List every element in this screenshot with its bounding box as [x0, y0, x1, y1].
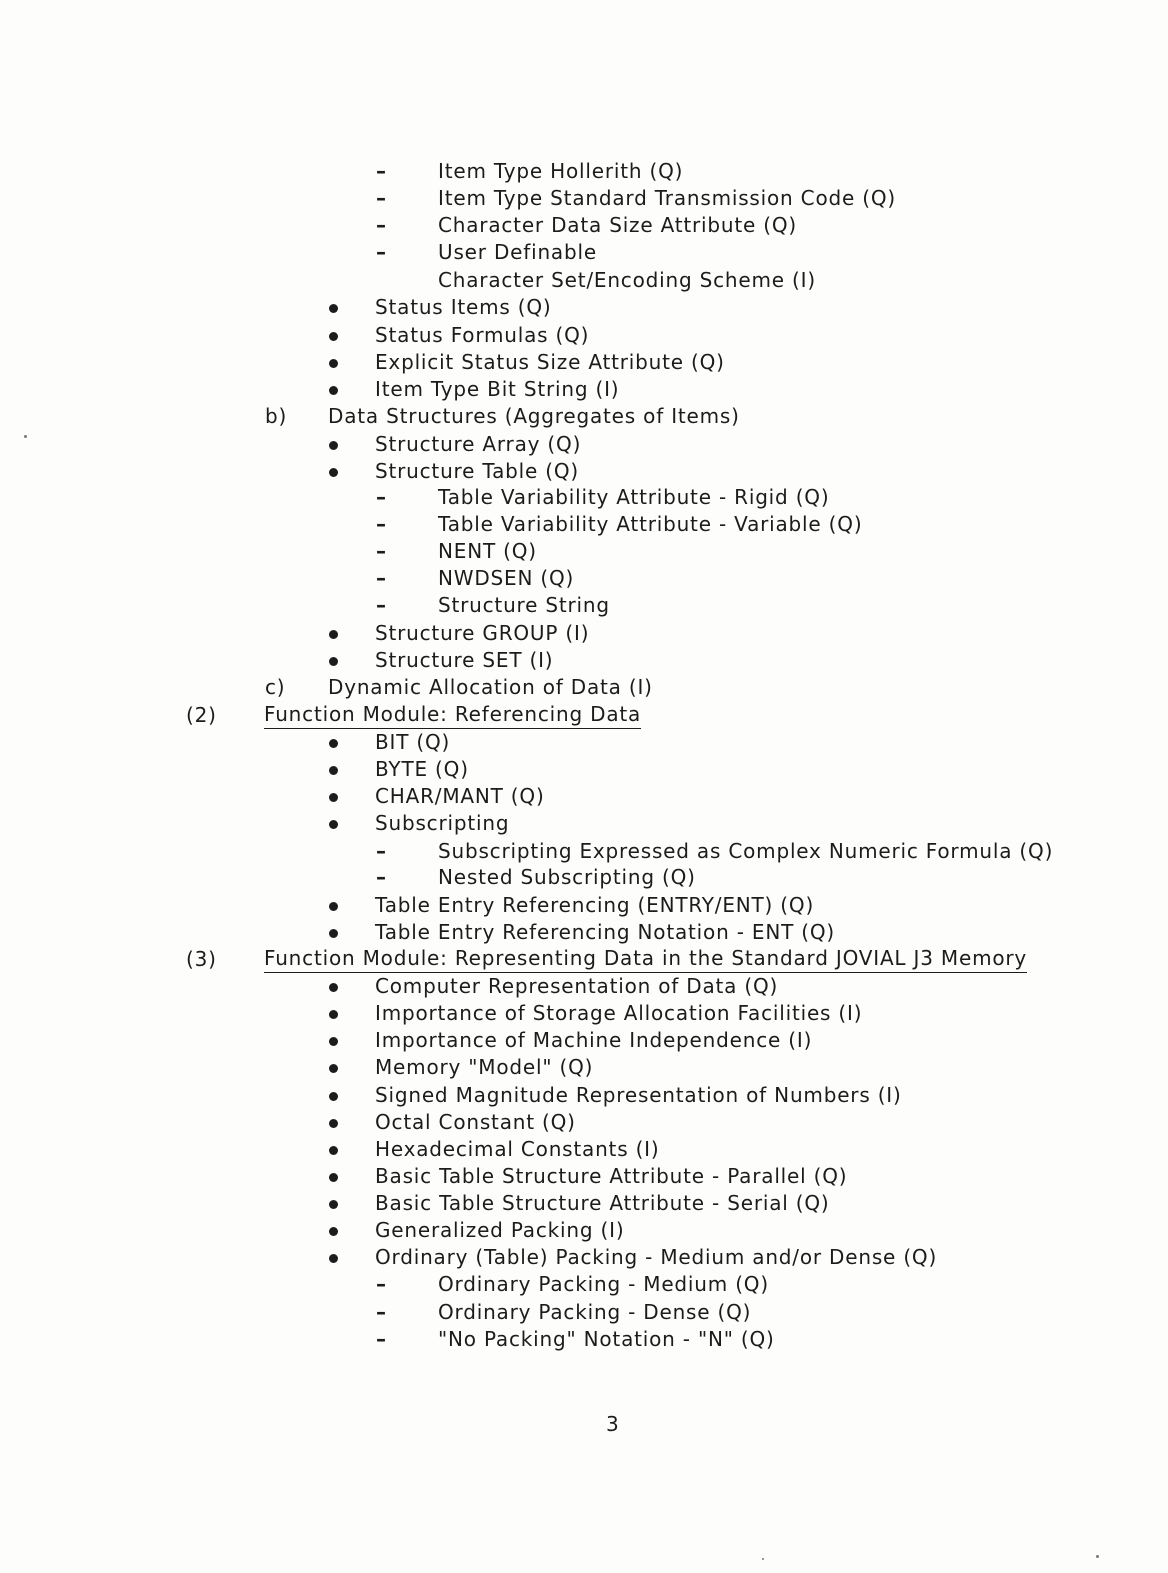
bullet-icon — [329, 902, 338, 911]
line-text: CHAR/MANT (Q) — [375, 784, 545, 808]
bullet-icon — [329, 1092, 338, 1101]
line-text: Item Type Standard Transmission Code (Q) — [438, 186, 896, 210]
line-text: Importance of Storage Allocation Facilities (I) — [375, 1001, 863, 1025]
line-text: Structure Array (Q) — [375, 432, 582, 456]
line-text: Structure Table (Q) — [375, 459, 580, 483]
line-text: Structure String — [438, 593, 610, 617]
line-text: NWDSEN (Q) — [438, 566, 575, 590]
line-text: Status Items (Q) — [375, 295, 552, 319]
bullet-icon — [329, 1010, 338, 1019]
line-text: Table Variability Attribute - Variable (Q) — [438, 512, 863, 536]
line-text: Structure SET (I) — [375, 648, 554, 672]
line-text: Table Variability Attribute - Rigid (Q) — [438, 485, 830, 509]
scan-speck — [24, 435, 27, 438]
dash-marker: – — [376, 186, 387, 210]
line-text: Ordinary Packing - Medium (Q) — [438, 1272, 769, 1296]
line-text: Table Entry Referencing (ENTRY/ENT) (Q) — [375, 893, 815, 917]
bullet-icon — [329, 1146, 338, 1155]
line-text: Function Module: Representing Data in the Standard JOVIAL J3 Memory — [264, 946, 1027, 973]
dash-marker: – — [376, 566, 387, 590]
bullet-icon — [329, 630, 338, 639]
line-text: Hexadecimal Constants (I) — [375, 1137, 660, 1161]
bullet-icon — [329, 332, 338, 341]
line-text: Importance of Machine Independence (I) — [375, 1028, 813, 1052]
dash-marker: – — [376, 593, 387, 617]
bullet-icon — [329, 304, 338, 313]
line-text: Subscripting — [375, 811, 510, 835]
line-text: Table Entry Referencing Notation - ENT (Q) — [375, 920, 835, 944]
page-number: 3 — [606, 1412, 619, 1436]
item-label: (2) — [186, 703, 217, 727]
bullet-icon — [329, 1064, 338, 1073]
item-label: (3) — [186, 947, 217, 971]
scan-speck — [762, 1558, 764, 1560]
line-text: NENT (Q) — [438, 539, 537, 563]
dash-marker: – — [376, 1272, 387, 1296]
line-text: Ordinary (Table) Packing - Medium and/or Dense (Q) — [375, 1245, 938, 1269]
bullet-icon — [329, 441, 338, 450]
bullet-icon — [329, 1037, 338, 1046]
bullet-icon — [329, 468, 338, 477]
line-text: Item Type Hollerith (Q) — [438, 159, 684, 183]
line-text: Nested Subscripting (Q) — [438, 865, 696, 889]
bullet-icon — [329, 820, 338, 829]
dash-marker: – — [376, 865, 387, 889]
line-text: Basic Table Structure Attribute - Serial (Q) — [375, 1191, 830, 1215]
line-text: Dynamic Allocation of Data (I) — [328, 675, 653, 699]
bullet-icon — [329, 657, 338, 666]
line-text: Function Module: Referencing Data — [264, 702, 641, 729]
scan-speck — [1096, 1555, 1099, 1558]
dash-marker: – — [376, 485, 387, 509]
line-text: Subscripting Expressed as Complex Numeric Formula (Q) — [438, 839, 1054, 863]
line-text: "No Packing" Notation - "N" (Q) — [438, 1327, 775, 1351]
dash-marker: – — [376, 1300, 387, 1324]
line-text: Computer Representation of Data (Q) — [375, 974, 779, 998]
bullet-icon — [329, 359, 338, 368]
line-text: Memory "Model" (Q) — [375, 1055, 594, 1079]
dash-marker: – — [376, 1327, 387, 1351]
line-text: Explicit Status Size Attribute (Q) — [375, 350, 725, 374]
line-text: Octal Constant (Q) — [375, 1110, 576, 1134]
bullet-icon — [329, 1119, 338, 1128]
line-text: BIT (Q) — [375, 730, 451, 754]
bullet-icon — [329, 766, 338, 775]
dash-marker: – — [376, 213, 387, 237]
bullet-icon — [329, 1200, 338, 1209]
line-text: Basic Table Structure Attribute - Parallel (Q) — [375, 1164, 848, 1188]
bullet-icon — [329, 1227, 338, 1236]
line-text: User Definable — [438, 240, 597, 264]
line-text: Status Formulas (Q) — [375, 323, 590, 347]
line-text: Character Data Size Attribute (Q) — [438, 213, 798, 237]
dash-marker: – — [376, 839, 387, 863]
bullet-icon — [329, 386, 338, 395]
line-text: Generalized Packing (I) — [375, 1218, 625, 1242]
item-label: b) — [265, 404, 288, 428]
line-text: Data Structures (Aggregates of Items) — [328, 404, 740, 428]
bullet-icon — [329, 929, 338, 938]
bullet-icon — [329, 793, 338, 802]
line-text: Item Type Bit String (I) — [375, 377, 620, 401]
bullet-icon — [329, 983, 338, 992]
bullet-icon — [329, 1173, 338, 1182]
line-text: Structure GROUP (I) — [375, 621, 590, 645]
line-text: Character Set/Encoding Scheme (I) — [438, 268, 816, 292]
line-text: Signed Magnitude Representation of Numbers (I) — [375, 1083, 902, 1107]
line-text: Ordinary Packing - Dense (Q) — [438, 1300, 752, 1324]
dash-marker: – — [376, 159, 387, 183]
bullet-icon — [329, 1254, 338, 1263]
bullet-icon — [329, 739, 338, 748]
dash-marker: – — [376, 240, 387, 264]
dash-marker: – — [376, 539, 387, 563]
dash-marker: – — [376, 512, 387, 536]
item-label: c) — [265, 675, 286, 699]
line-text: BYTE (Q) — [375, 757, 469, 781]
